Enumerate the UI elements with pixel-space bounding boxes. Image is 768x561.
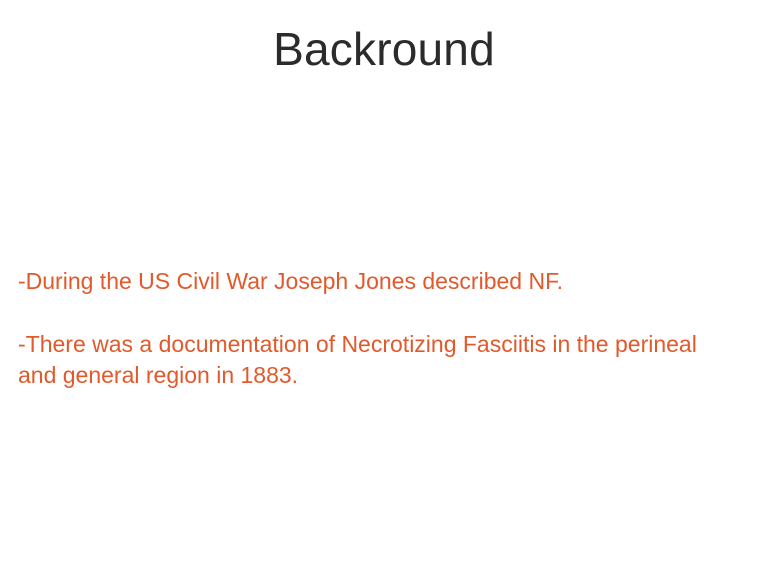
page-title: Backround	[273, 23, 495, 75]
list-item: -There was a documentation of Necrotizing Fasciitis in the perineal and general region in 1883.	[18, 331, 704, 388]
list-item: -During the US Civil War Joseph Jones described NF.	[18, 268, 563, 294]
slide-body	[18, 266, 736, 391]
